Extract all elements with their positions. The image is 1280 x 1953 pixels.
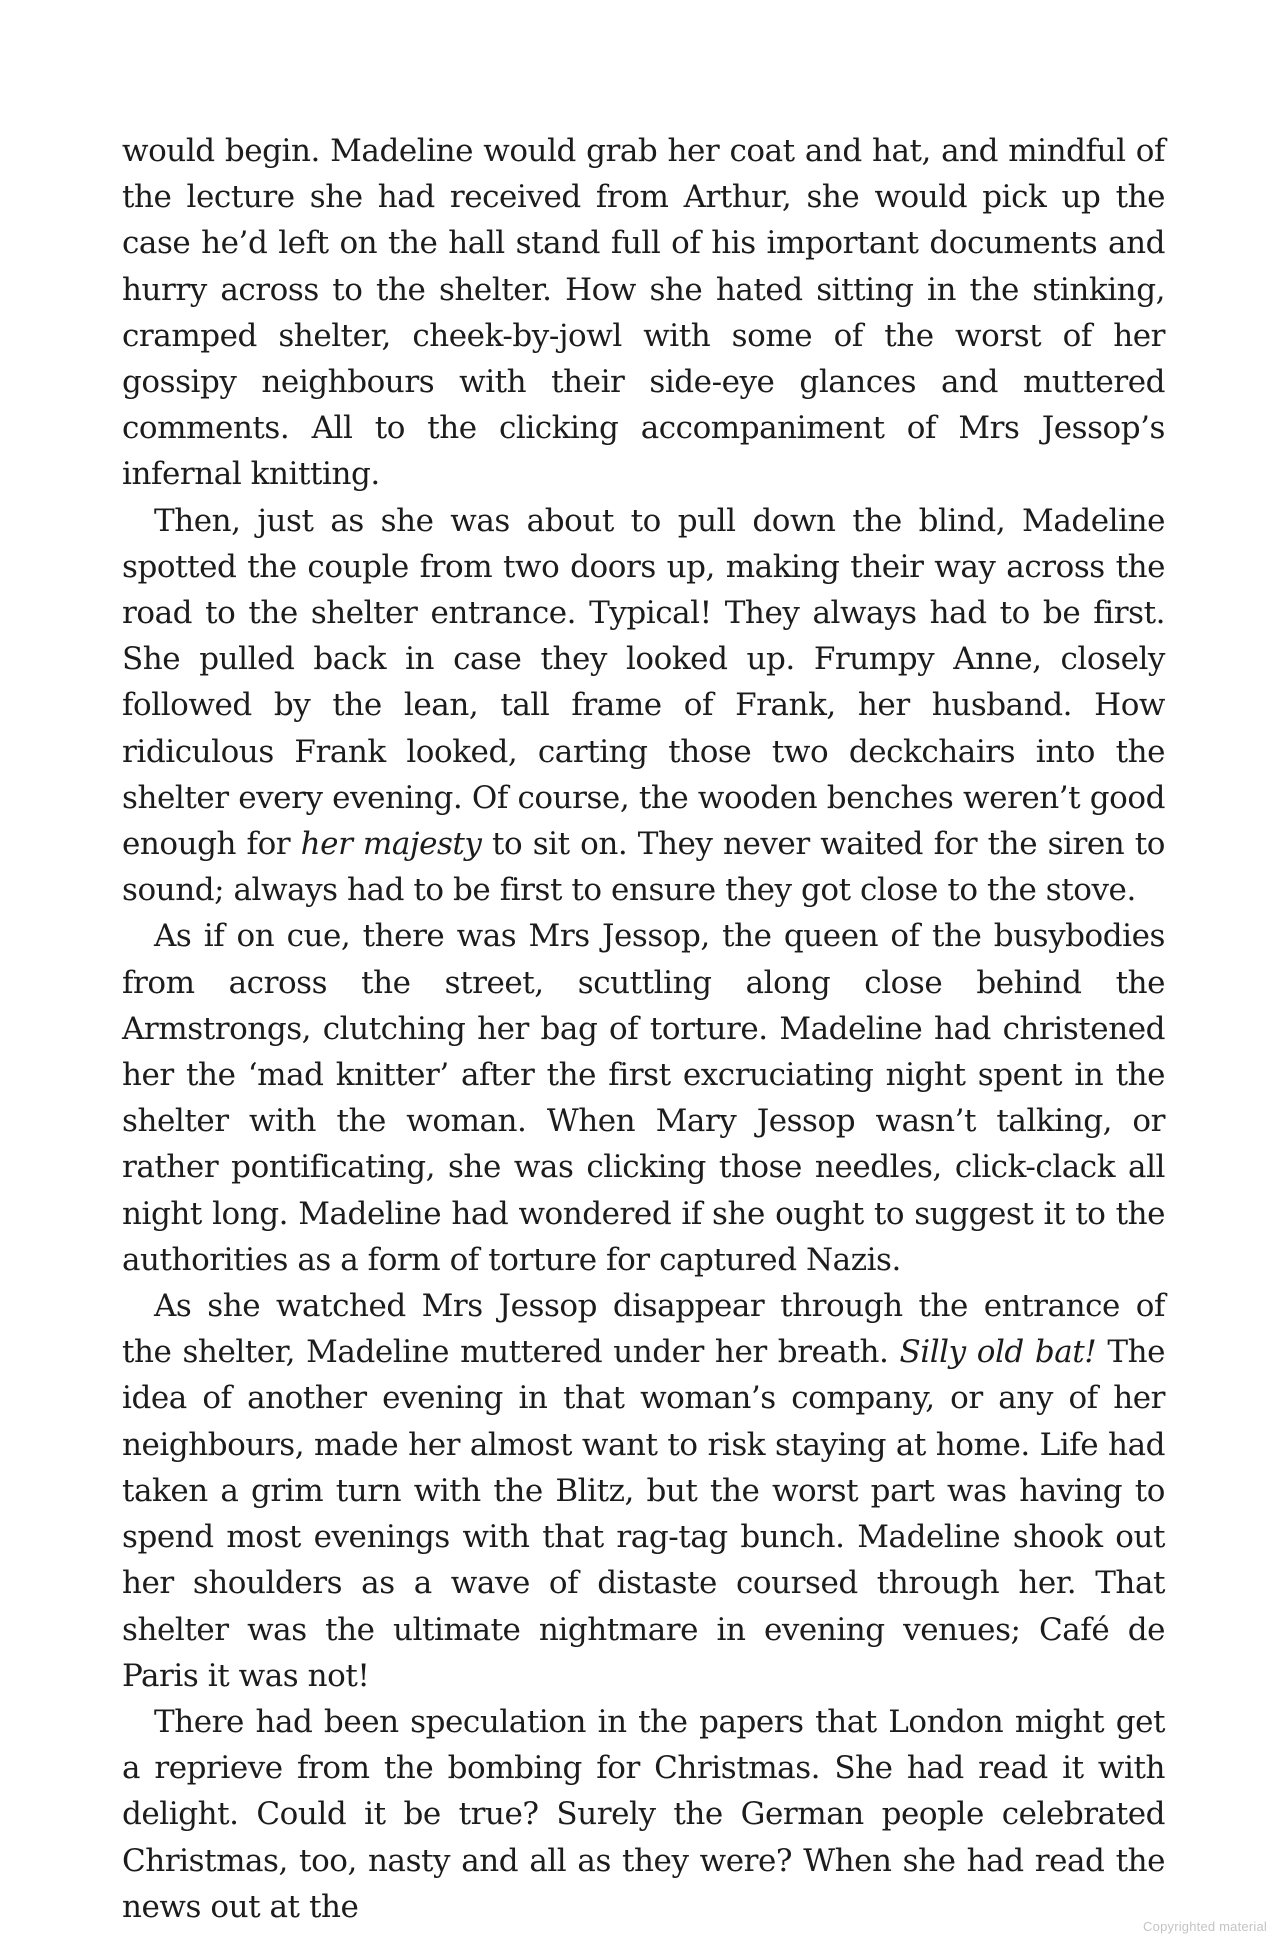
copyright-watermark: Copyrighted material — [1143, 1919, 1267, 1934]
paragraph-4-italic-phrase: Silly old bat! — [899, 1334, 1097, 1371]
paragraph-5 — [122, 1699, 1165, 1930]
paragraph-4-text-a: As she watched Mrs Jessop disappear through the entrance of the shelter, Madeline muttered under her breath. — [122, 1288, 1165, 1371]
paragraph-2-text-a: Then, just as she was about to pull down the blind, Madeline spotted the couple from two doors up, making their way across the road to the shelter entrance. Typical! They always had to be first. She pulled back in case they looked up. Frumpy Anne, closely followed by the lean, tall frame of Frank, her husband. How ridiculous Frank looked, carting those two deckchairs into the shelter every evening. Of course, the wooden benches weren’t good enough for — [122, 502, 1165, 863]
paragraph-3 — [122, 913, 1165, 1283]
book-page-body — [122, 128, 1165, 1930]
paragraph-4 — [122, 1283, 1165, 1699]
paragraph-3-text: As if on cue, there was Mrs Jessop, the queen of the busybodies from across the street, scuttling along close behind the Armstrongs, clutching her bag of torture. Madeline had christened her the ‘mad knitter’ after the first excruciating night spent in the shelter with the woman. When Mary Jessop wasn’t talking, or rather pontificating, she was clicking those needles, click-clack all night long. Madeline had wondered if she ought to suggest it to the authorities as a form of torture for captured Nazis. — [122, 918, 1165, 1278]
paragraph-4-text-b: The idea of another evening in that woman’s company, or any of her neighbours, made her almost want to risk staying at home. Life had taken a grim turn with the Blitz, but the worst part was having to spend most evenings with that rag-tag bunch. Madeline shook out her shoulders as a wave of distaste coursed through her. That shelter was the ultimate nightmare in evening venues; Café de Paris it was not! — [122, 1334, 1165, 1694]
paragraph-2-italic-phrase: her majesty — [300, 826, 482, 863]
paragraph-2 — [122, 498, 1165, 914]
paragraph-1 — [122, 128, 1165, 498]
paragraph-5-text: There had been speculation in the papers that London might get a reprieve from the bombing for Christmas. She had read it with delight. Could it be true? Surely the German people celebrated Christmas, too, nasty and all as they were? When she had read the news out at the — [122, 1703, 1165, 1925]
paragraph-2-text-b: to sit on. They never waited for the siren to sound; always had to be first to ensure they got close to the stove. — [122, 826, 1166, 909]
paragraph-1-text: would begin. Madeline would grab her coat and hat, and mindful of the lecture she had received from Arthur, she would pick up the case he’d left on the hall stand full of his important documents and hurry across to the shelter. How she hated sitting in the stinking, cramped shelter, cheek-by-jowl with some of the worst of her gossipy neighbours with their side-eye glances and muttered comments. All to the clicking accompaniment of Mrs Jessop’s infernal knitting. — [122, 133, 1165, 493]
